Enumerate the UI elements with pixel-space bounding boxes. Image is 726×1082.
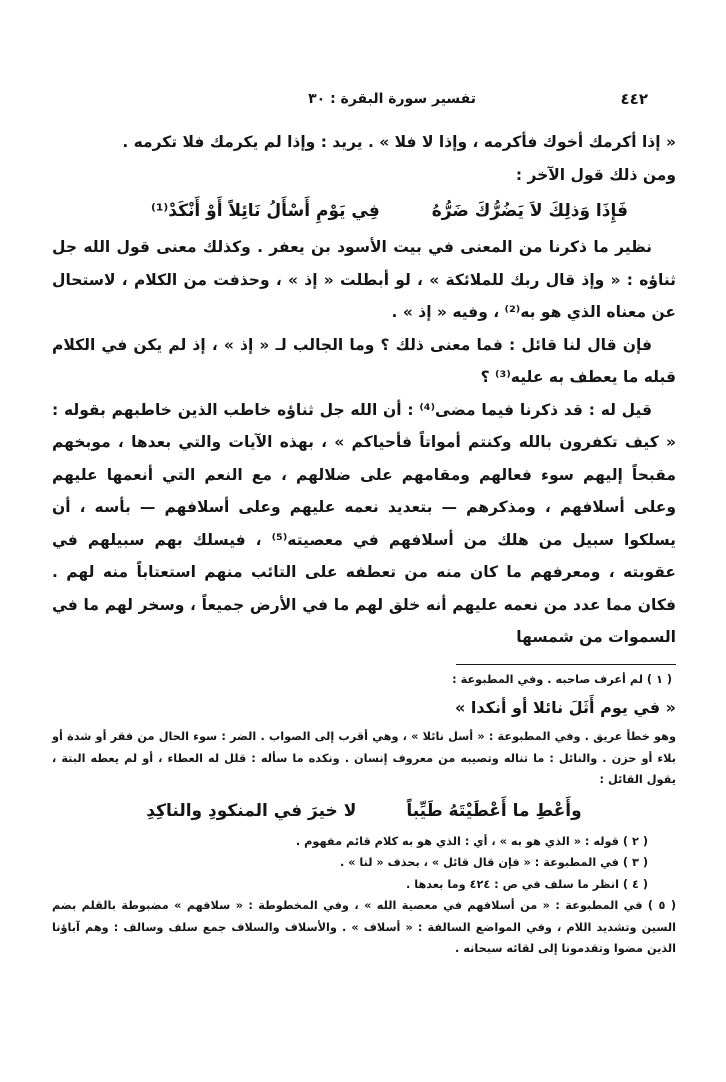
main-text — [52, 126, 676, 191]
footnote-3: ( ٣ ) في المطبوعة : « فإن قال قائل » ، بحذف « لنا » . — [339, 856, 648, 869]
page-number: ٤٤٢ — [620, 90, 648, 108]
footnote-1-verse: « في يوم أَثَلَ نائلا أو أنكدا » — [455, 698, 676, 717]
paragraph: قيل له : قد ذكرنا فيما مضى⁽⁴⁾ : أن الله جل ثناؤه خاطب الذين خاطبهم بقوله : « كيف تكفرون بالله وكنتم أمواتاً فأحياكم » ، بهذه الآيات والتي بعدها ، موبخهم مقبحاً إليهم سوء فعالهم ومقامهم على ضلالهم ، مع النعم التي أنعمها عليهم وعلى أسلافهم ، ومذكرهم — بتعديد نعمه عليهم وعلى أسلافهم — بأسه ، أن يسلكوا سبيل من هلك من أسلافهم في معصيته⁽⁵⁾ ، فيسلك بهم سبيلهم في عقوبته ، ومعرفهم ما كان منه من تعطفه على التائب منهم استعتاباً منه لهم . فكان مما عدد من نعمه عليهم أنه خلق لهم ما في الأرض جميعاً ، وسخر لهم ما في السموات من شمسها — [52, 400, 676, 646]
poem-hemistich-left: لا خيرَ في المنكودِ والناكِدِ — [146, 800, 357, 821]
page-header — [52, 90, 676, 120]
paragraph: نظير ما ذكرنا من المعنى في بيت الأسود بن يعفر . وكذلك معنى قول الله جل ثناؤه : « وإذ قال ربك للملائكة » ، لو أبطلت « إذ » ، وحذفت من الكلام ، لاستحال عن معناه الذي هو به⁽²⁾ ، وفيه « إذ » . — [52, 238, 676, 321]
footnote-1-text: وهو خطأ عريق . وفي المطبوعة : « أسل نائلا » ، وهي أقرب إلى الصواب . الضر : سوء الحال من فقر أو شدة أو بلاء أو حزن . والنائل : ما تناله وتصيبه من معروف إنسان . ونكده ما سأله : قلل له العطاء ، أو لم يعطه البتة ، يقول القائل : — [52, 730, 676, 786]
footnote-1-poem — [52, 791, 676, 831]
paragraph: فإن قال لنا قائل : فما معنى ذلك ؟ وما الجالب لـ « إذ » ، إذ لم يكن في الكلام قبله ما يعطف به عليه⁽³⁾ ؟ — [52, 335, 676, 386]
running-title: تفسير سورة البقرة : ٣٠ — [308, 91, 476, 107]
verse-line — [52, 191, 676, 231]
poem-hemistich-right: وأَعْطِ ما أَعْطَيْتَهُ طَيِّباً — [406, 800, 582, 821]
verse-hemistich-left: فِي يَوْمِ أَسْأَلُ نَائِلاً أَوْ أَنْكَدْ⁽¹⁾ — [151, 201, 380, 221]
footnote-divider — [456, 664, 676, 665]
footnote-1-head: ( ١ ) لم أعرف صاحبه . وفي المطبوعة : — [452, 672, 672, 686]
footnote-4: ( ٤ ) انظر ما سلف في ص : ٤٢٤ وما بعدها . — [405, 877, 648, 891]
footnote-2: ( ٢ ) قوله : « الذي هو به » ، أي : الذي هو به كلام قائم مفهوم . — [295, 834, 648, 848]
footnotes — [52, 669, 676, 960]
verse-hemistich-right: فَإِذَا وَذلِكَ لاَ يَضُرُّكَ ضَرُّهُ — [431, 201, 628, 221]
footnote-5: ( ٥ ) في المطبوعة : « من أسلافهم في معصية الله » ، وفي المخطوطة : « سلافهم » مضبوطة بالقلم بضم السين وتشديد اللام ، وفي المواضع السالفة : « أسلاف » . والأسلاف والسلاف جمع سلف وسالف : وهم آباؤنا الذين مضوا وتقدمونا إلى لقائه سبحانه . — [52, 899, 676, 955]
main-text-continued — [52, 231, 676, 654]
text-line: ومن ذلك قول الآخر : — [515, 165, 676, 184]
text-line: « إذا أكرمك أخوك فأكرمه ، وإذا لا فلا » . يريد : وإذا لم يكرمك فلا تكرمه . — [122, 133, 676, 151]
